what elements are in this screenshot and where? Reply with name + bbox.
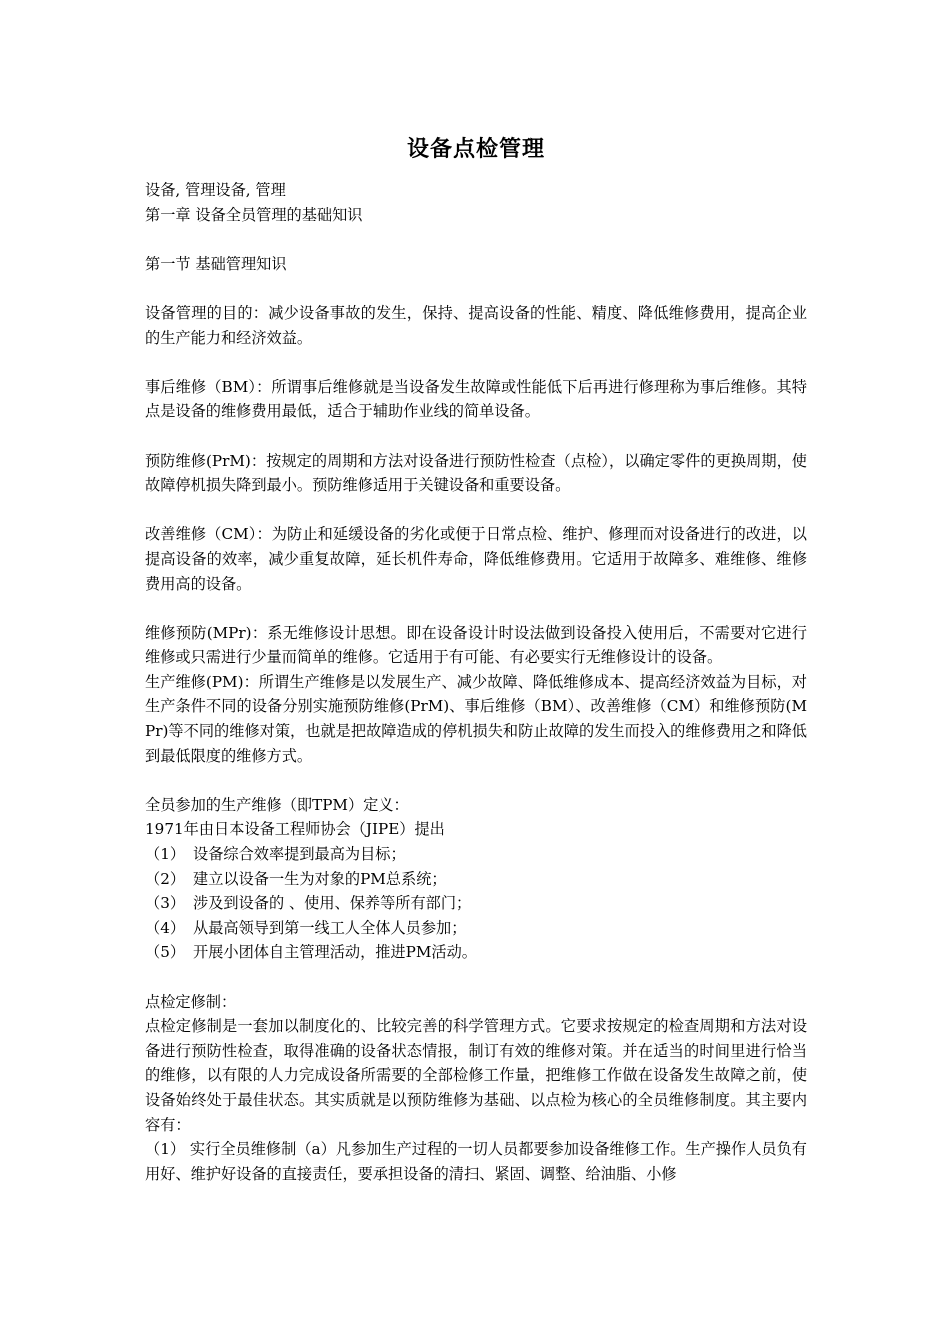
paragraph-cm: 改善维修（CM）：为防止和延缓设备的劣化或便于日常点检、维护、修理而对设备进行的改进，以提高设备的效率，减少重复故障，延长机件寿命，降低维修费用。它适用于故障多、难维修、维修费用高的设备。 <box>145 525 807 593</box>
tpm-heading: 全员参加的生产维修（即TPM）定义： <box>145 795 409 814</box>
list-item-number: （1） <box>145 845 186 864</box>
tpm-origin: 1971年由日本设备工程师协会（JIPE）提出 <box>145 820 445 839</box>
keywords-line: 设备, 管理设备, 管理 <box>145 181 286 199</box>
section-heading: 第一节 基础管理知识 <box>145 254 287 273</box>
spacer <box>145 350 807 375</box>
list-item-number: （3） <box>145 894 186 913</box>
list-item <box>145 940 807 965</box>
paragraph-mpr: 维修预防(MPr)：系无维修设计思想。即在设备设计时设法做到设备投入使用后，不需要对它进行维修或只需进行少量而简单的维修。它适用于有可能、有必要实行无维修设计的设备。 <box>145 623 807 667</box>
list-item-text: 设备综合效率提到最高为目标； <box>193 845 406 864</box>
list-item <box>145 842 807 867</box>
list-item <box>145 867 807 892</box>
spacer <box>145 276 807 301</box>
spacer <box>145 498 807 523</box>
list-item-text: 涉及到设备的 、使用、保养等所有部门； <box>193 894 472 913</box>
list-item-text: 从最高领导到第一线工人全体人员参加； <box>193 918 467 937</box>
spacer <box>145 965 807 990</box>
list-item-text: 开展小团体自主管理活动，推进PM活动。 <box>193 943 477 962</box>
list-item <box>145 916 807 941</box>
spacer <box>145 227 807 252</box>
spacer <box>145 596 807 621</box>
paragraph-djdx: 点检定修制是一套加以制度化的、比较完善的科学管理方式。它要求按规定的检查周期和方法对设备进行预防性检查，取得准确的设备状态情报，制订有效的维修对策。并在适当的时间里进行恰当的维修，以有限的人力完成设备所需要的全部检修工作量，把维修工作做在设备发生故障之前，使设备始终处于最佳状态。其实质就是以预防维修为基础、以点检为核心的全员维修制度。其主要内容有： <box>145 1017 807 1134</box>
list-item-number: （5） <box>145 943 186 962</box>
paragraph-pm: 生产维修(PM)：所谓生产维修是以发展生产、减少故障、降低维修成本、提高经济效益为目标，对生产条件不同的设备分别实施预防维修(PrM)、事后维修（BM）、改善维修（CM）和维修预防(MPr)等不同的维修对策，也就是把故障造成的停机损失和防止故障的发生而投入的维修费用之和降低到最低限度的维修方式。 <box>145 672 807 765</box>
paragraph-bm: 事后维修（BM）：所谓事后维修就是当设备发生故障或性能低下后再进行修理称为事后维修。其特点是设备的维修费用最低，适合于辅助作业线的简单设备。 <box>145 377 807 421</box>
chapter-heading: 第一章 设备全员管理的基础知识 <box>145 205 363 224</box>
list-item <box>145 891 807 916</box>
list-item-number: （2） <box>145 869 186 888</box>
document-title: 设备点检管理 <box>406 136 545 162</box>
djdx-heading: 点检定修制： <box>145 992 237 1011</box>
spacer <box>145 424 807 449</box>
document-page <box>145 130 807 1186</box>
list-item-text: 建立以设备一生为对象的PM总系统； <box>193 869 447 888</box>
paragraph-purpose: 设备管理的目的：减少设备事故的发生，保持、提高设备的性能、精度、降低维修费用，提高企业的生产能力和经济效益。 <box>145 303 807 347</box>
spacer <box>145 768 807 793</box>
paragraph-djdx-item-1: （1） 实行全员维修制（a）凡参加生产过程的一切人员都要参加设备维修工作。生产操作人员负有用好、维护好设备的直接责任，要承担设备的清扫、紧固、调整、给油脂、小修 <box>145 1140 807 1183</box>
list-item-number: （4） <box>145 918 186 937</box>
paragraph-prm: 预防维修(PrM)：按规定的周期和方法对设备进行预防性检查（点检），以确定零件的更换周期，使故障停机损失降到最小。预防维修适用于关键设备和重要设备。 <box>145 451 807 495</box>
